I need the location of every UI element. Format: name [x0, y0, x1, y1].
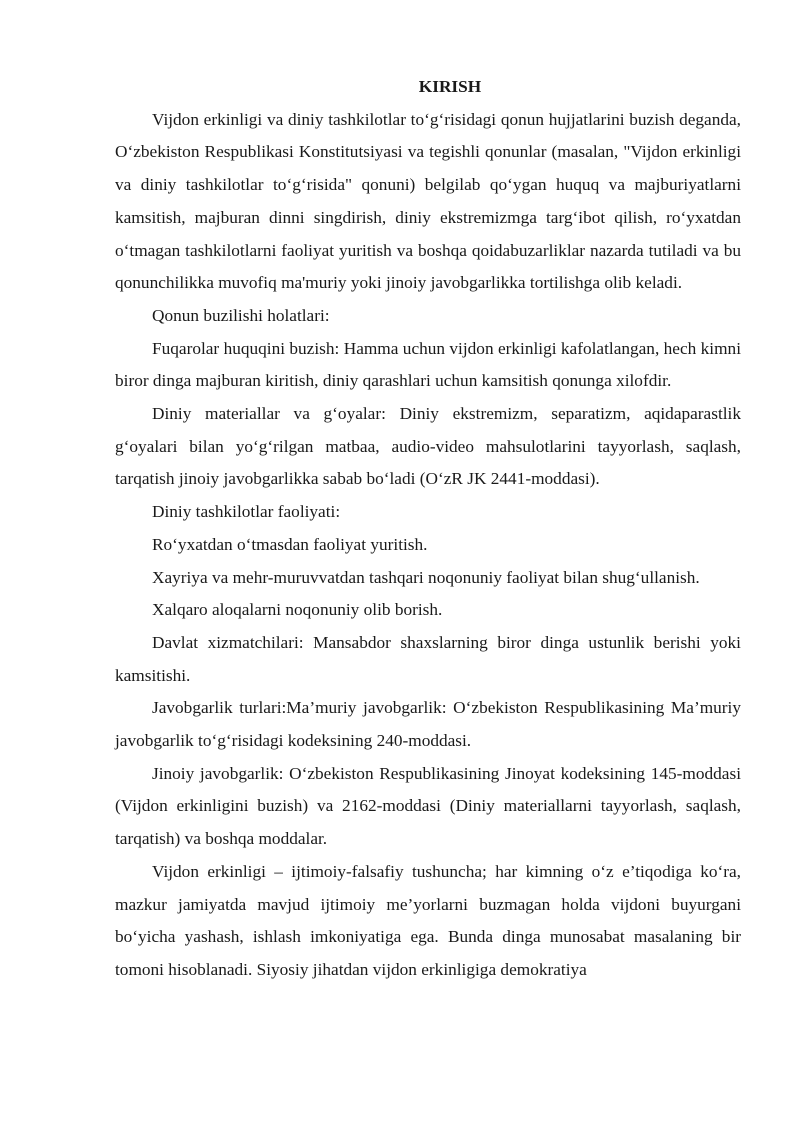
paragraph-violation-cases-heading: Qonun buzilishi holatlari: [152, 305, 330, 325]
document-page [115, 71, 741, 987]
document-title: KIRISH [418, 77, 482, 96]
paragraph-organizations-heading: Diniy tashkilotlar faoliyati: [152, 502, 341, 522]
paragraph-freedom-definition: Vijdon erkinligi – ijtimoiy-falsafiy tushuncha; har kimning o‘z e’tiqodiga ko‘ra, mazkur jamiyatda mavjud ijtimoiy me’yorlarni buzmagan holda vijdoni buyurgani bo‘yicha yashash, ishlash imkoniyatiga ega. Bunda dinga munosabat masalaning bir tomoni hisoblanadi. Siyosiy jihatdan vijdon erkinligiga demokratiya [115, 861, 741, 979]
paragraph-religious-materials: Diniy materiallar va g‘oyalar: Diniy ekstremizm, separatizm, aqidaparastlik g‘oyalari bilan yo‘g‘rilgan matbaa, audio-video mahsulotlarini tayyorlash, saqlash, tarqatish jinoiy javobgarlikka sabab bo‘ladi (O‘zR JK 2441-moddasi). [115, 404, 741, 489]
paragraph-civil-servants: Davlat xizmatchilari: Mansabdor shaxslarning biror dinga ustunlik berishi yoki kamsitishi. [115, 632, 741, 685]
paragraph-criminal-liability: Jinoiy javobgarlik: O‘zbekiston Respublikasining Jinoyat kodeksining 145-moddasi (Vijdon erkinligini buzish) va 2162-moddasi (Diniy materiallarni tayyorlash, saqlash, tarqatish) va boshqa moddalar. [115, 763, 741, 849]
paragraph-citizen-rights: Fuqarolar huquqini buzish: Hamma uchun vijdon erkinligi kafolatlangan, hech kimni biror dinga majburan kiritish, diniy qarashlari uchun kamsitish qonunga xilofdir. [115, 338, 741, 391]
paragraph-administrative-liability: Javobgarlik turlari:Ma’muriy javobgarlik: O‘zbekiston Respublikasining Ma’muriy javobgarlik to‘g‘risidagi kodeksining 240-moddasi. [115, 698, 741, 751]
paragraph-intro: Vijdon erkinligi va diniy tashkilotlar to‘g‘risidagi qonun hujjatlarini buzish deganda, O‘zbekiston Respublikasi Konstitutsiyasi va tegishli qonunlar (masalan, "Vijdon erkinligi va diniy tashkilotlar to‘g‘risida" qonuni) belgilab qo‘ygan huquq va majburiyatlarni kamsitish, majburan dinni singdirish, diniy ekstremizmga targ‘ibot qilish, ro‘yxatdan o‘tmagan tashkilotlarni faoliyat yuritish va boshqa qoidabuzarliklar nazarda tutiladi va bu qonunchilikka muvofiq ma'muriy yoki jinoiy javobgarlikka tortilishga olib keladi. [115, 109, 741, 293]
paragraph-illegal-activity: Xayriya va mehr-muruvvatdan tashqari noqonuniy faoliyat bilan shug‘ullanish. [152, 567, 700, 587]
paragraph-unregistered-activity: Ro‘yxatdan o‘tmasdan faoliyat yuritish. [152, 534, 428, 554]
paragraph-international-relations: Xalqaro aloqalarni noqonuniy olib borish. [152, 600, 443, 620]
